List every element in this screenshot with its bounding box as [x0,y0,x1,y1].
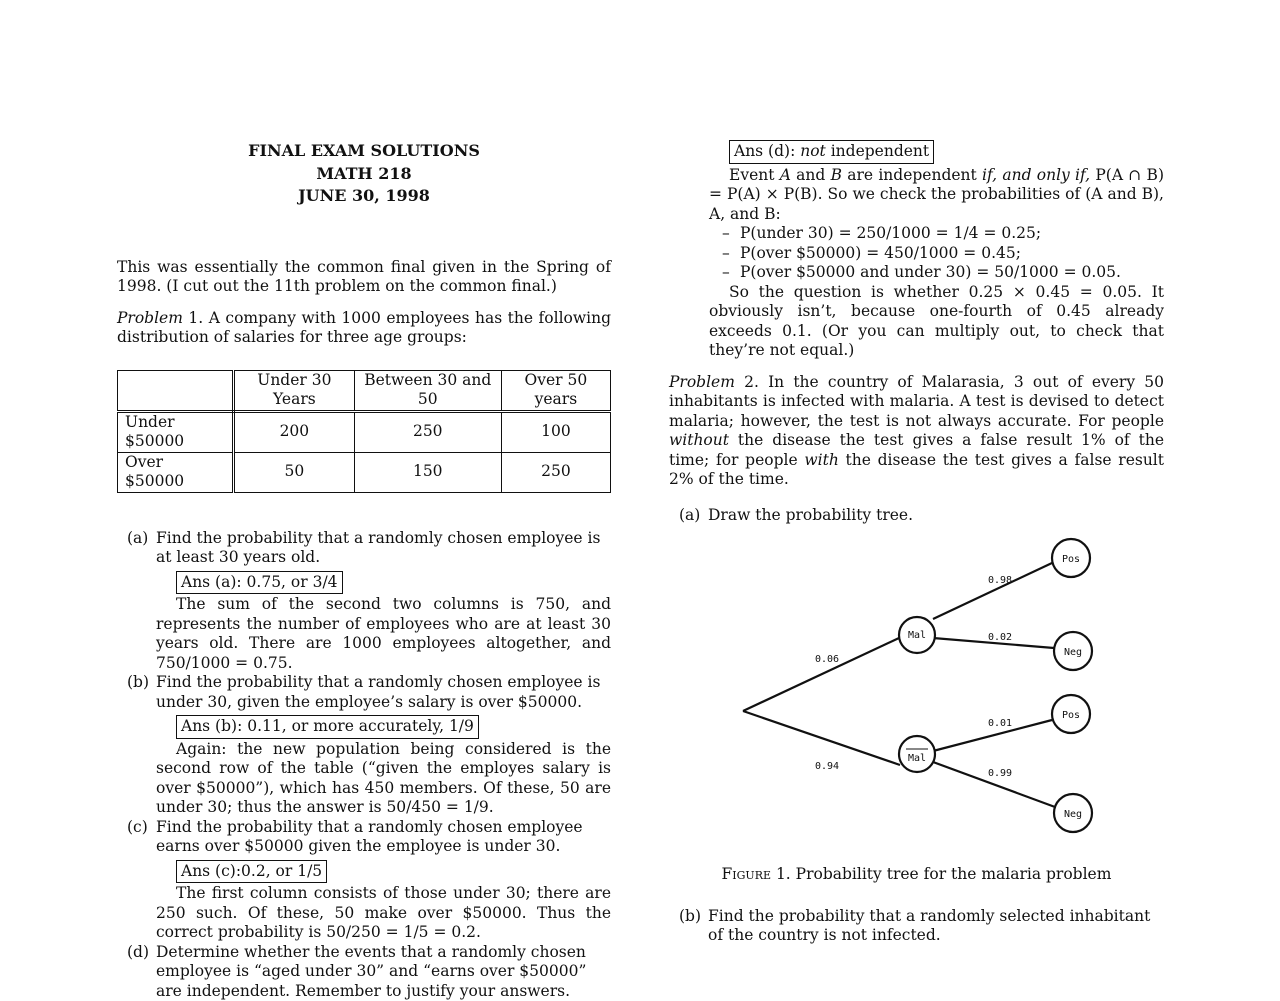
part-2b-label: (b) [679,907,701,927]
answer-a-box: Ans (a): 0.75, or 3/4 [176,571,343,595]
expl-d-B: B [831,166,842,184]
part-b-question [117,673,611,712]
part-b [117,673,611,818]
table-cell: 150 [354,452,501,492]
prob-neg-given-notmal: 0.99 [988,768,1012,779]
prob-pos-given-notmal: 0.01 [988,718,1012,729]
list-item: – P(over $50000 and under 30) = 50/1000 = 0.05. [722,263,1164,283]
left-column [117,140,611,1001]
part-b-label: (b) [127,673,149,693]
answer-d-explanation [709,166,1164,225]
figure-caption-text: Probability tree for the malaria problem [796,865,1112,883]
title-line-3: JUNE 30, 1998 [117,185,611,208]
part-c-question-text: Find the probability that a randomly chosen employee earns over $50000 given the employee is under 30. [156,818,583,856]
list-item: – P(under 30) = 250/1000 = 1/4 = 0.25; [722,224,1164,244]
table-cell: 100 [501,411,610,452]
answer-c-box: Ans (c):0.2, or 1/5 [176,860,327,884]
part-a-question-text: Find the probability that a randomly chosen employee is at least 30 years old. [156,529,600,567]
expl-d-A: A [780,166,791,184]
node-mal-label: Mal [908,630,926,641]
node-pos-2-label: Pos [1062,710,1080,721]
part-d [117,943,611,1001]
part-2b-question [669,907,1164,946]
problem-2-text-3: the disease the test gives a false result 2% of the time. [669,451,1164,489]
salary-table [117,370,611,493]
answer-d-conclusion: So the question is whether 0.25 × 0.45 = 0.05. It obviously isn’t, because one-fourth of 0.45 already exceeds 0.1. (Or you can multiply out, to check that they’re not equal.) [709,283,1164,361]
problem-1-label: Problem [117,309,183,327]
figure-caption-label: Figure 1. [722,865,791,883]
list-item: – P(over $50000) = 450/1000 = 0.45; [722,244,1164,264]
problem-2-text-2: the disease the test gives a false result 1% of the time; for people [669,431,1164,469]
table-col-header: Between 30 and 50 [354,370,501,411]
branch-mal [743,638,899,711]
expl-d-mid: are independent [842,166,982,184]
table-header-row [118,370,611,411]
part-d-question [117,943,611,1001]
title-line-1: FINAL EXAM SOLUTIONS [117,140,611,163]
answer-d-prefix: Ans (d): [734,142,800,160]
branch-mal-pos [933,563,1052,619]
table-cell: 250 [354,411,501,452]
table-row [118,452,611,492]
table-col-header: Over 50 years [501,370,610,411]
answer-d-emphasis: not [800,142,826,160]
prob-notmal: 0.94 [815,761,839,772]
problem-2-text-1: In the country of Malarasia, 3 out of every 50 inhabitants is infected with malaria. A test is devised to detect malaria; however, the test is not always accurate. For people [669,373,1164,430]
node-neg-1-label: Neg [1064,647,1082,658]
table-corner-cell [118,370,234,411]
intro-paragraph: This was essentially the common final given in the Spring of 1998. (I cut out the 11th problem on the common final.) [117,258,611,297]
part-d-question-text: Determine whether the events that a randomly chosen employee is “aged under 30” and “earns over $50000” are independent. Remember to justify your answers. [156,943,586,1000]
answer-d-block [669,140,1164,361]
problem-2-with: with [804,451,838,469]
right-column [669,140,1164,946]
part-2a-question [669,506,1164,526]
part-2a-label: (a) [679,506,700,526]
problem-2-without: without [669,431,729,449]
table-cell: 250 [501,452,610,492]
part-c-label: (c) [127,818,148,838]
probability-list [709,224,1164,283]
part-a-label: (a) [127,529,148,549]
prob-pos-given-mal: 0.98 [988,575,1012,586]
answer-c-explanation: The first column consists of those under 30; there are 250 such. Of these, 50 make over $50000. Thus the correct probability is 50/250 = 1/5 = 0.2. [156,884,611,943]
answer-d-suffix: independent [826,142,929,160]
page-title [117,140,611,208]
problem-1-number: 1. [188,309,203,327]
problem-1-text: A company with 1000 employees has the following distribution of salaries for three age groups: [117,309,611,347]
answer-b-box: Ans (b): 0.11, or more accurately, 1/9 [176,715,479,739]
table-row-header: Over $50000 [118,452,234,492]
node-pos-1-label: Pos [1062,554,1080,565]
node-notmal-label: Mal [908,753,926,764]
table-row [118,411,611,452]
title-line-2: MATH 218 [117,163,611,186]
part-c-question [117,818,611,857]
part-b-question-text: Find the probability that a randomly chosen employee is under 30, given the employee’s salary is over $50000. [156,673,600,711]
branch-notmal [743,711,900,765]
part-2b-question-text: Find the probability that a randomly selected inhabitant of the country is not infected. [708,907,1150,945]
problem-2-number: 2. [744,373,759,391]
answer-d-box [729,140,934,164]
expl-d-ifonly: if, and only if, [982,166,1090,184]
table-row-header: Under $50000 [118,411,234,452]
problem-2-label: Problem [669,373,735,391]
part-a-question [117,529,611,568]
part-a [117,529,611,674]
problem-1-statement [117,309,611,348]
table-col-header: Under 30 Years [234,370,355,411]
figure-caption [669,865,1164,885]
node-neg-2-label: Neg [1064,809,1082,820]
problem-2-statement [669,373,1164,490]
part-c [117,818,611,943]
prob-neg-given-mal: 0.02 [988,632,1012,643]
expl-d-start: Event [729,166,780,184]
part-2a-question-text: Draw the probability tree. [708,506,913,524]
table-cell: 200 [234,411,355,452]
table-cell: 50 [234,452,355,492]
expl-d-and: and [791,166,831,184]
part-d-label: (d) [127,943,149,963]
probability-tree [669,527,1164,867]
prob-mal: 0.06 [815,654,839,665]
answer-b-explanation: Again: the new population being considered is the second row of the table (“given the employes salary is over $50000”), which has 450 members. Of these, 50 are under 30; thus the answer is 50/450 = 1/9. [156,740,611,818]
expl-d-formula: P(A ∩ B) = P(A) × P(B). So we check the probabilities of (A and B), A, and B: [709,166,1164,223]
answer-a-explanation: The sum of the second two columns is 750, and represents the number of employees who are at least 30 years old. There are 1000 employees altogether, and 750/1000 = 0.75. [156,595,611,673]
